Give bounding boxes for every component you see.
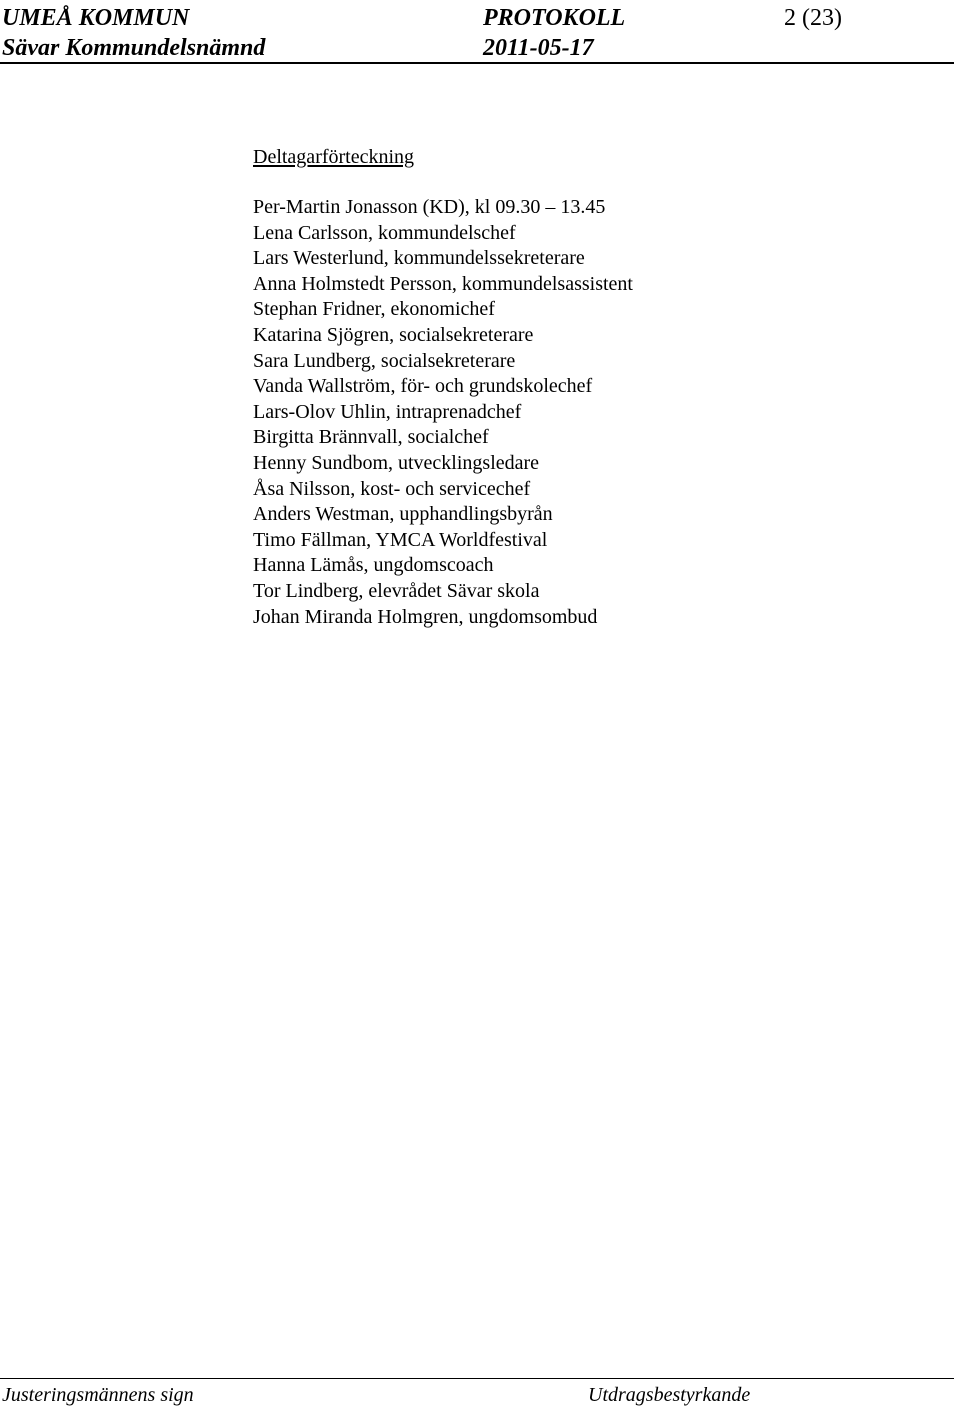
header-divider (0, 62, 954, 64)
list-item: Tor Lindberg, elevrådet Sävar skola (253, 579, 540, 602)
list-item: Birgitta Brännvall, socialchef (253, 426, 489, 449)
list-item: Lars-Olov Uhlin, intraprenadchef (253, 400, 522, 423)
page-number: 2 (23) (784, 5, 842, 31)
list-item: Stephan Fridner, ekonomichef (253, 298, 495, 321)
list-item: Johan Miranda Holmgren, ungdomsombud (253, 605, 598, 628)
list-item: Lena Carlsson, kommundelschef (253, 221, 516, 244)
list-item: Katarina Sjögren, socialsekreterare (253, 323, 534, 346)
list-item: Sara Lundberg, socialsekreterare (253, 349, 516, 372)
footer-signature-label: Justeringsmännens sign (2, 1384, 194, 1406)
organization-name: UMEÅ KOMMUN (2, 5, 190, 31)
footer-divider (0, 1378, 954, 1379)
list-item: Anders Westman, upphandlingsbyrån (253, 503, 553, 526)
list-item: Per-Martin Jonasson (KD), kl 09.30 – 13.45 (253, 196, 606, 218)
participant-list (253, 195, 633, 630)
list-item: Timo Fällman, YMCA Worldfestival (253, 528, 548, 551)
list-item: Anna Holmstedt Persson, kommundelsassistent (253, 272, 633, 295)
footer-certification-label: Utdragsbestyrkande (588, 1384, 751, 1406)
list-item: Åsa Nilsson, kost- och servicechef (253, 477, 531, 500)
list-item: Hanna Lämås, ungdomscoach (253, 554, 494, 577)
committee-name: Sävar Kommundelsnämnd (2, 35, 266, 61)
list-item: Henny Sundbom, utvecklingsledare (253, 451, 540, 474)
meeting-date: 2011-05-17 (483, 35, 594, 61)
section-title: Deltagarförteckning (253, 146, 415, 168)
list-item: Vanda Wallström, för- och grundskolechef (253, 375, 593, 398)
document-type: PROTOKOLL (483, 5, 626, 31)
list-item: Lars Westerlund, kommundelssekreterare (253, 247, 585, 270)
